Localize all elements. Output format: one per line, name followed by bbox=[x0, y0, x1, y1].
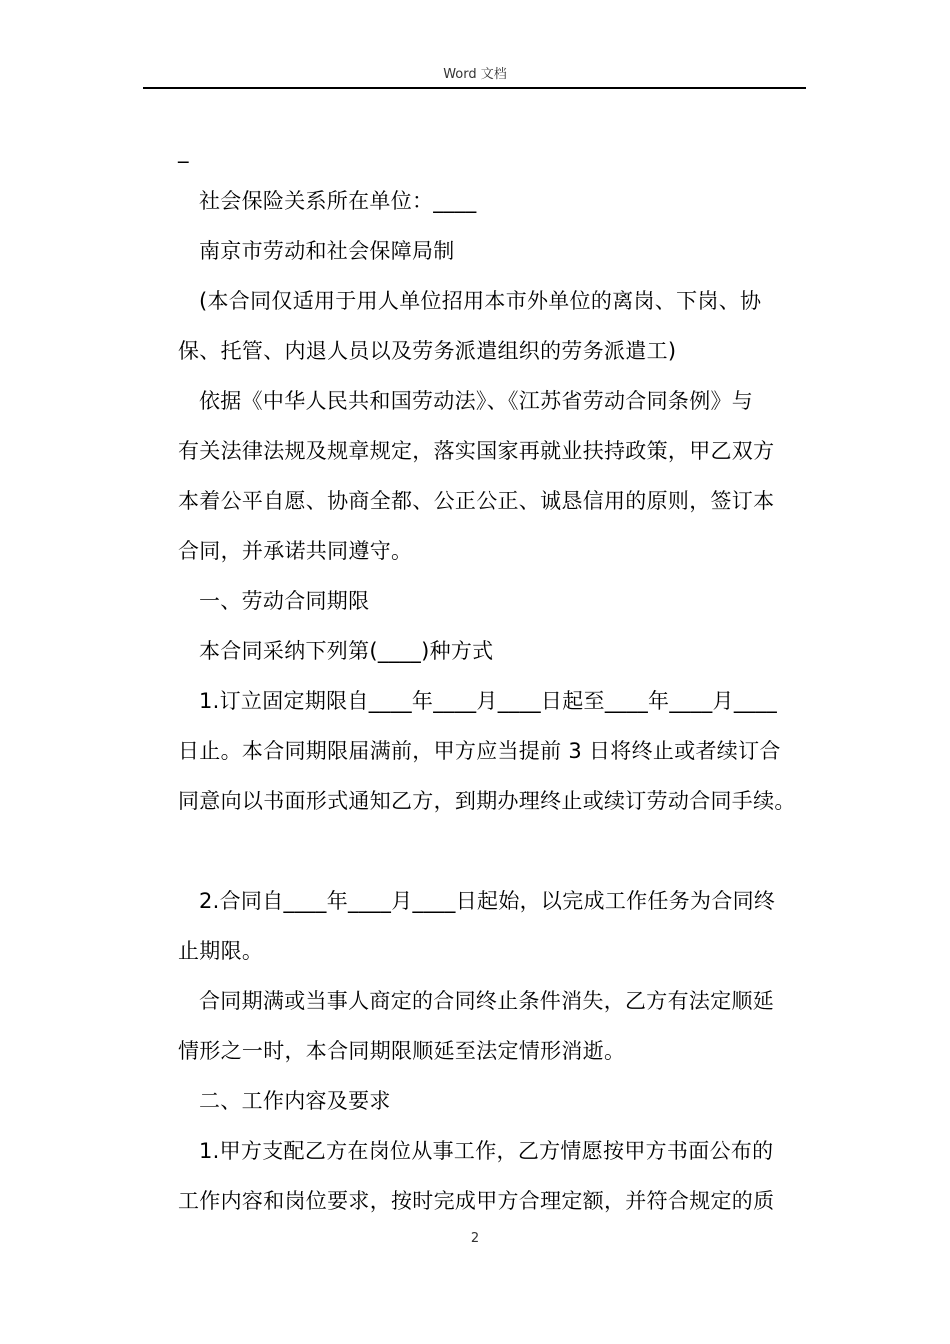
section-heading: 一、劳动合同期限 bbox=[199, 589, 370, 613]
paragraph-line: 本合同采纳下列第(____)种方式 bbox=[199, 639, 494, 663]
paragraph-line: 同意向以书面形式通知乙方，到期办理终止或续订劳动合同手续。 bbox=[178, 789, 796, 813]
paragraph-line: 依据《中华人民共和国劳动法》、《江苏省劳动合同条例》与 bbox=[199, 389, 754, 413]
paragraph-line: 日止。本合同期限届满前，甲方应当提前 3 日将终止或者续订合 bbox=[178, 739, 781, 763]
page-header: Word 文档 bbox=[443, 67, 507, 82]
paragraph-line: 1.订立固定期限自____年____月____日起至____年____月____ bbox=[199, 689, 778, 713]
paragraph-line: 社会保险关系所在单位：____ bbox=[199, 189, 477, 213]
paragraph-line: 保、托管、内退人员以及劳务派遣组织的劳务派遣工) bbox=[178, 339, 677, 363]
paragraph-line: 本着公平自愿、协商全都、公正公正、诚恳信用的原则，签订本 bbox=[178, 489, 775, 513]
header-rule bbox=[143, 87, 806, 89]
paragraph-line: 1.甲方支配乙方在岗位从事工作，乙方情愿按甲方书面公布的 bbox=[199, 1139, 774, 1163]
paragraph-line: 南京市劳动和社会保障局制 bbox=[199, 239, 455, 263]
section-heading: 二、工作内容及要求 bbox=[199, 1089, 391, 1113]
paragraph-line: 止期限。 bbox=[178, 939, 264, 963]
document-body bbox=[178, 126, 818, 1226]
paragraph-line: 合同，并承诺共同遵守。 bbox=[178, 539, 413, 563]
paragraph-line: (本合同仅适用于用人单位招用本市外单位的离岗、下岗、协 bbox=[199, 289, 762, 313]
paragraph-line: 合同期满或当事人商定的合同终止条件消失，乙方有法定顺延 bbox=[199, 989, 775, 1013]
paragraph-line: 2.合同自____年____月____日起始，以完成工作任务为合同终 bbox=[199, 889, 776, 913]
paragraph-line: 工作内容和岗位要求，按时完成甲方合理定额，并符合规定的质 bbox=[178, 1189, 775, 1213]
paragraph-line: _ bbox=[178, 139, 189, 163]
page-number: 2 bbox=[470, 1231, 480, 1246]
blank-line bbox=[178, 826, 818, 876]
paragraph-line: 情形之一时，本合同期限顺延至法定情形消逝。 bbox=[178, 1039, 626, 1063]
paragraph-line: 有关法律法规及规章规定，落实国家再就业扶持政策，甲乙双方 bbox=[178, 439, 775, 463]
